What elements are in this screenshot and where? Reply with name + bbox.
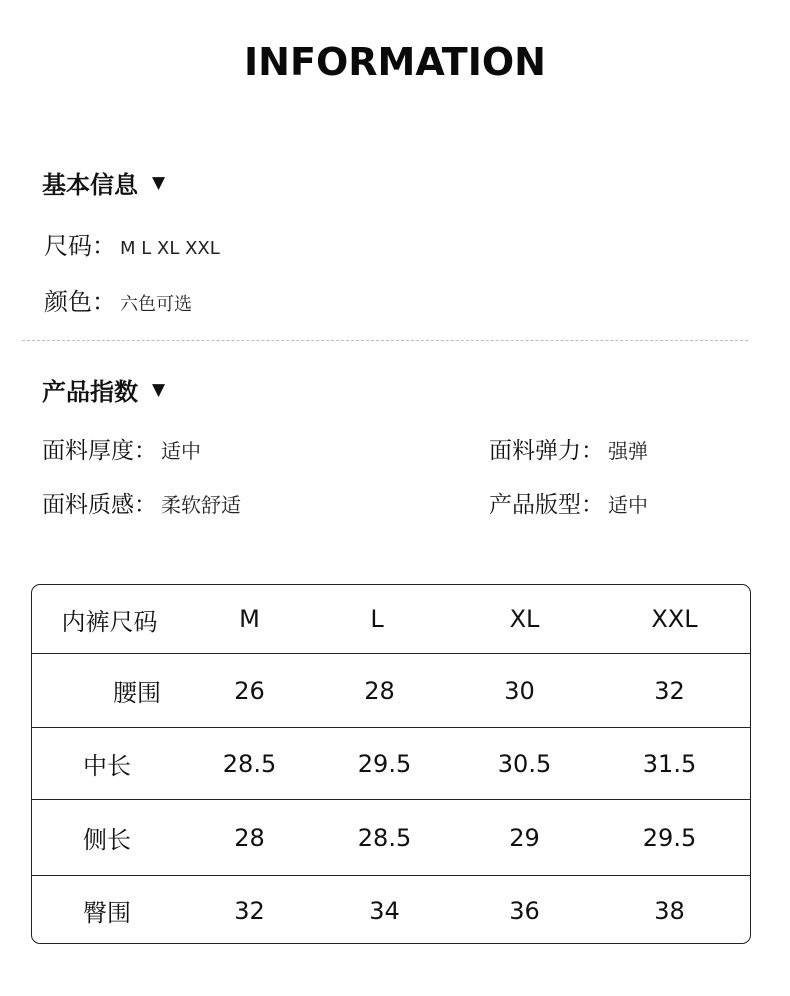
table-header-cell: XXL bbox=[651, 605, 698, 633]
table-row-label: 侧长 bbox=[83, 826, 131, 854]
table-cell: 29.5 bbox=[642, 823, 697, 852]
fabric-texture-label: 面料质感： bbox=[42, 492, 157, 518]
table-header-cell: XL bbox=[509, 605, 540, 633]
table-header-cell: 内裤尺码 bbox=[61, 607, 158, 636]
table-cell: 26 bbox=[234, 676, 265, 705]
table-row-label: 中长 bbox=[83, 752, 131, 780]
triangle-down-icon: ▼ bbox=[152, 172, 166, 193]
table-row bbox=[32, 727, 750, 799]
page-title: INFORMATION bbox=[244, 40, 546, 84]
table-cell: 28 bbox=[234, 823, 265, 852]
fabric-elasticity-label: 面料弹力： bbox=[489, 438, 604, 464]
size-label: 尺码： bbox=[44, 232, 116, 260]
table-header-row bbox=[32, 585, 750, 653]
table-cell: 28.5 bbox=[222, 749, 277, 778]
table-header-cell: M bbox=[239, 605, 260, 633]
product-index-heading-text: 产品指数 bbox=[42, 378, 138, 406]
color-value: 六色可选 bbox=[120, 294, 192, 315]
fabric-thickness-label: 面料厚度： bbox=[42, 438, 157, 464]
table-row-label: 臀围 bbox=[83, 899, 131, 927]
fabric-elasticity-value: 强弹 bbox=[608, 439, 648, 463]
table-row bbox=[32, 799, 750, 875]
table-row bbox=[32, 653, 750, 727]
table-row-label: 腰围 bbox=[113, 679, 161, 707]
size-value: M L XL XXL bbox=[120, 238, 220, 259]
basic-info-heading-text: 基本信息 bbox=[42, 171, 138, 199]
color-label: 颜色： bbox=[44, 288, 116, 316]
triangle-down-icon: ▼ bbox=[152, 379, 166, 400]
basic-info-heading bbox=[42, 165, 165, 200]
table-cell: 29 bbox=[509, 823, 540, 852]
product-index-heading bbox=[42, 372, 165, 407]
size-spec bbox=[44, 226, 220, 261]
table-cell: 32 bbox=[654, 676, 685, 705]
table-header-cell: L bbox=[370, 605, 384, 633]
product-fit-label: 产品版型： bbox=[489, 492, 604, 518]
product-fit bbox=[489, 486, 648, 519]
table-cell: 30.5 bbox=[497, 749, 552, 778]
table-cell: 31.5 bbox=[642, 749, 697, 778]
fabric-texture bbox=[42, 486, 241, 519]
table-cell: 34 bbox=[369, 896, 400, 925]
fabric-texture-value: 柔软舒适 bbox=[161, 493, 241, 517]
table-cell: 30 bbox=[504, 676, 535, 705]
fabric-thickness bbox=[42, 432, 201, 465]
fabric-elasticity bbox=[489, 432, 648, 465]
table-cell: 32 bbox=[234, 896, 265, 925]
size-table bbox=[31, 584, 751, 944]
table-cell: 28 bbox=[364, 676, 395, 705]
fabric-thickness-value: 适中 bbox=[161, 439, 201, 463]
table-cell: 38 bbox=[654, 896, 685, 925]
table-cell: 28.5 bbox=[357, 823, 412, 852]
table-row bbox=[32, 875, 750, 944]
color-spec bbox=[44, 282, 192, 317]
section-divider bbox=[22, 340, 748, 341]
table-cell: 29.5 bbox=[357, 749, 412, 778]
product-fit-value: 适中 bbox=[608, 493, 648, 517]
table-cell: 36 bbox=[509, 896, 540, 925]
